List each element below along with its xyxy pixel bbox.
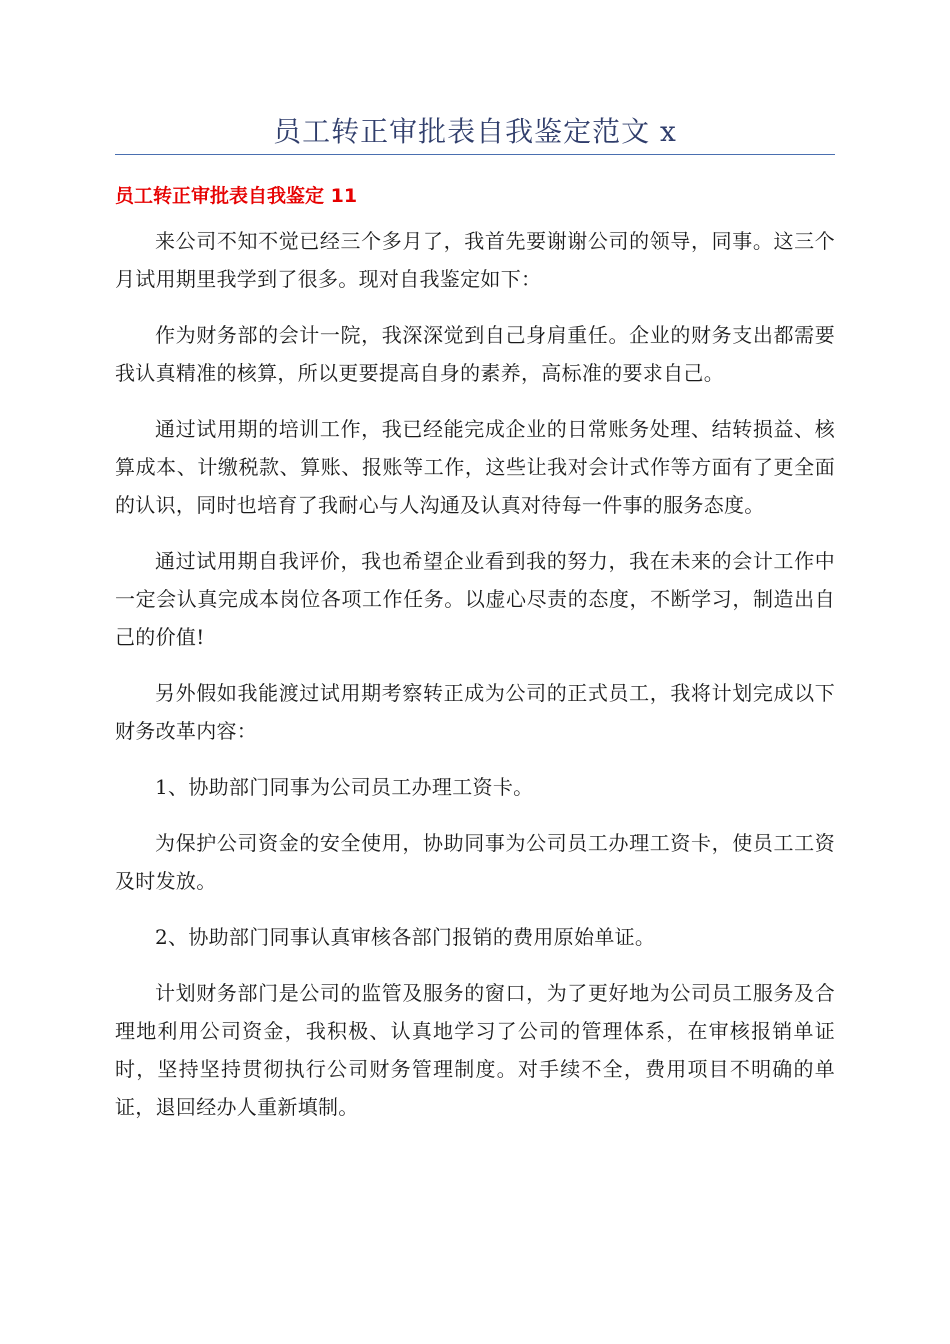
list-item-2: 2、协助部门同事认真审核各部门报销的费用原始单证。 [155,925,656,949]
paragraph-5: 另外假如我能渡过试用期考察转正成为公司的正式员工，我将计划完成以下财务改革内容： [115,681,835,743]
paragraph-7: 计划财务部门是公司的监管及服务的窗口，为了更好地为公司员工服务及合理地利用公司资金，我积极、认真地学习了公司的管理体系，在审核报销单证时，坚持坚持贯彻执行公司财务管理制度。对手续不全，费用项目不明确的单证，退回经办人重新填制。 [115,981,835,1119]
section-heading: 员工转正审批表自我鉴定 11 [115,185,358,207]
list-item-1: 1、协助部门同事为公司员工办理工资卡。 [155,775,534,799]
paragraph-4: 通过试用期自我评价，我也希望企业看到我的努力，我在未来的会计工作中一定会认真完成本岗位各项工作任务。以虚心尽责的态度，不断学习，制造出自己的价值! [115,549,835,649]
document-body [115,222,835,1144]
title-divider [115,154,835,155]
paragraph-3: 通过试用期的培训工作，我已经能完成企业的日常账务处理、结转损益、核算成本、计缴税款、算账、报账等工作，这些让我对会计式作等方面有了更全面的认识，同时也培育了我耐心与人沟通及认真对待每一件事的服务态度。 [115,417,835,517]
paragraph-1: 来公司不知不觉已经三个多月了，我首先要谢谢公司的领导，同事。这三个月试用期里我学到了很多。现对自我鉴定如下： [115,229,835,291]
document-title: 员工转正审批表自我鉴定范文 x [273,115,677,148]
paragraph-2: 作为财务部的会计一院，我深深觉到自己身肩重任。企业的财务支出都需要我认真精准的核算，所以更要提高自身的素养，高标准的要求自己。 [115,323,835,385]
paragraph-6: 为保护公司资金的安全使用，协助同事为公司员工办理工资卡，使员工工资及时发放。 [115,831,835,893]
